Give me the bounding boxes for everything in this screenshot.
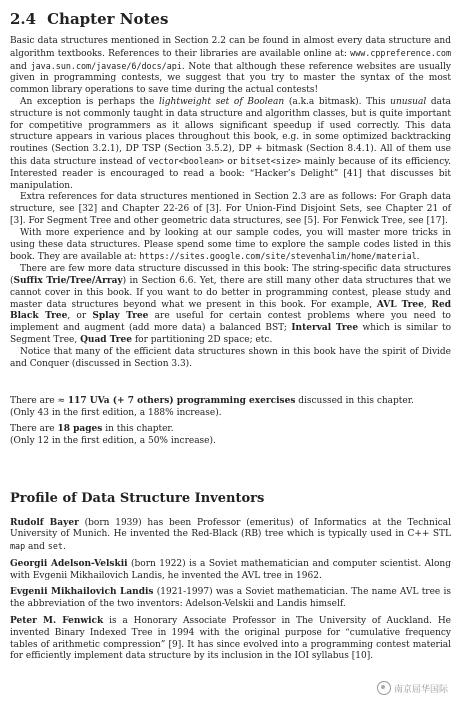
page-count-line: There are 18 pages in this chapter. (Only 12 in the first edition, a 50% increase). [10,423,216,446]
cppreference-url: www.cppreference.com [350,47,451,58]
paragraph-bitmask: An exception is perhaps the lightweight set of Boolean (a.k.a bitmask). This unusual data structure is not commonly taught in data structure and algorithm classes, but is quite important for competitive programmers as it allows significant speedup if used correctly. This data structure appears in various places throughout this book, e.g. in some optimized backtracking routines (Section 3.2.1), DP TSP (Section 3.5.2), DP + bitmask (Section 8.4.1). All of them use this data structure instead of vector<boolean> or bitset<size> mainly because of its efficiency. Interested reader is encouraged to read a book: “Hacker’s Delight” [41] that discusses bit manipulation. [10,96,451,191]
profile-adelson-velskii: Georgii Adelson-Velskii (born 1922) is a Soviet mathematician and computer scientist. Along with Evgenii Mikhailovich Landis, he invented the AVL tree in 1962. [10,558,451,581]
chapter-statistics [10,396,451,447]
watermark [377,681,448,695]
paragraph-sample-codes: With more experience and by looking at our sample codes, you will master more tricks in using these data structures. Please spend some time to explore the sample codes listed in this book. They are available at: https://sites.google.com/site/stevenhalim/home/material. [10,227,451,263]
exercise-count-line: There are ≈ 117 UVa (+ 7 others) programming exercises discussed in this chapter. (Only 43 in the first edition, a 188% increase). [10,396,414,419]
inventor-profiles [10,518,451,664]
code-vector-boolean: vector<boolean> [148,155,225,166]
profile-bayer: Rudolf Bayer (born 1939) has been Professor (emeritus) of Informatics at the Technical University of Munich. He invented the Red-Black (RB) tree which is typically used in C++ STL map and set. [10,517,451,553]
watermark-logo-icon [377,681,391,695]
paragraph-more-structures: There are few more data structure discussed in this book: The string-specific data structures (Suffix Trie/Tree/Array) in Section 6.6. Yet, there are still many other data structures that we cannot cover in this book. If you want to do better in programming contest, please study and master data structures beyond what we present in this book. For example, AVL Tree, Red Black Tree, or Splay Tree are useful for certain contest problems where you need to implement and augment (add more data) a balanced BST; Interval Tree which is similar to Segment Tree, Quad Tree for partitioning 2D space; etc. [10,264,451,345]
sample-codes-url: https://sites.google.com/site/stevenhalim/home/material [139,251,417,262]
java-api-url: java.sun.com/javase/6/docs/api [30,60,182,71]
watermark-text: 南京屈华国际 [393,684,448,695]
code-bitset: bitset<size> [240,155,302,166]
paragraph-extra-references: Extra references for data structures mentioned in Section 2.3 are as follows: For Graph data structure, see [32] and Chapter 22-26 of [3]. For Union-Find Disjoint Sets, see Chapter 21 of [3]. For Segment Tree and other geometric data structures, see [5]. For Fenwick Tree, see [17]. [10,192,451,226]
chapter-notes-body [10,36,451,370]
paragraph-divide-conquer: Notice that many of the efficient data structures shown in this book have the spirit of Divide and Conquer (discussed in Section 3.3). [10,346,451,369]
section-heading [10,0,451,28]
profile-landis: Evgenii Mikhailovich Landis (1921-1997) was a Soviet mathematician. The name AVL tree is the abbreviation of the two inventors: Adelson-Velskii and Landis himself. [10,587,451,610]
section-title: Chapter Notes [47,10,169,28]
paragraph-library-references: Basic data structures mentioned in Section 2.2 can be found in almost every data structure and algorithm textbooks. References to their libraries are available online at: www.cppreference.com and java.sun.com/javase/6/docs/api. Note that although these reference websites are usually given in programming contests, we suggest that you try to master the syntax of the most common library operations to save time during the actual contests! [10,36,451,96]
section-number: 2.4 [10,10,37,28]
profile-heading: Profile of Data Structure Inventors [10,490,265,506]
profile-fenwick: Peter M. Fenwick is a Honorary Associate Professor in The University of Auckland. He invented Binary Indexed Tree in 1994 with the original purpose for “cumulative frequency tables of arithmetic compression” [9]. It has since evolved into a programming contest material for efficiently implement data structure by its inclusion in the IOI syllabus [10]. [10,616,451,662]
